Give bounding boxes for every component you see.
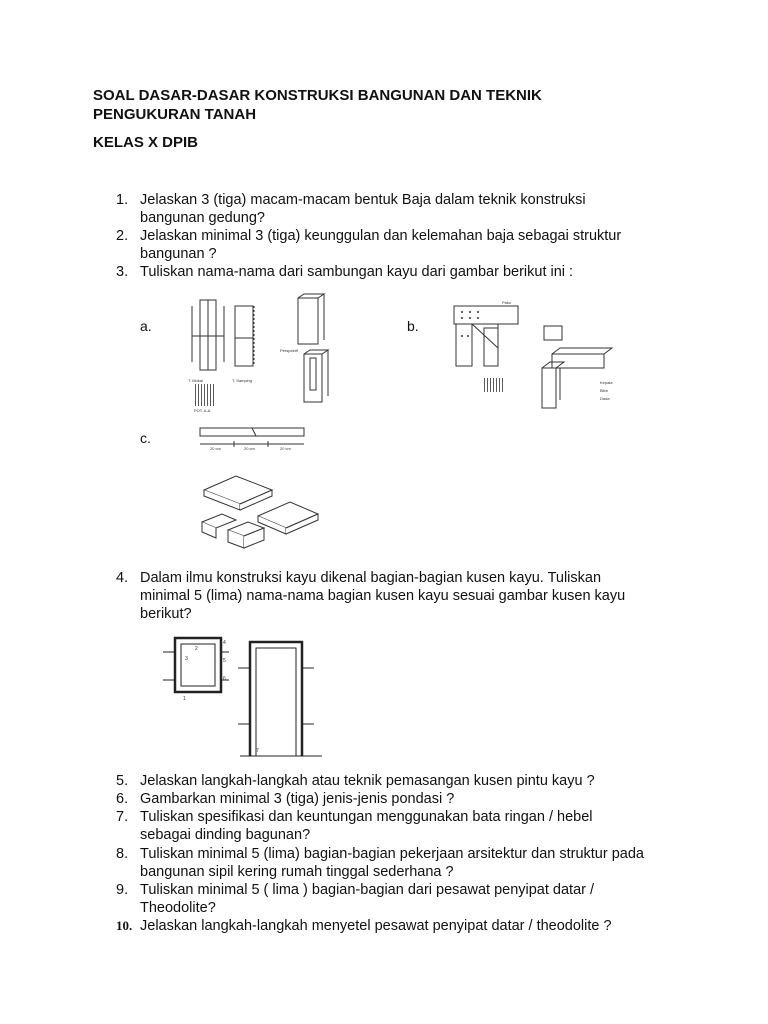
figure-a-label: T. Samping (232, 378, 253, 383)
figure-c-dimension: 20 cm (280, 446, 291, 451)
figure-c-dimension: 20 cm (244, 446, 255, 451)
question-text: Tuliskan minimal 5 (lima) bagian-bagian pekerjaan arsitektur dan struktur pada bangunan sipil kering rumah tinggal sederhana ? (140, 846, 644, 880)
frame-part-number: 3 (185, 656, 188, 662)
figure-a-label: POT. A-A (194, 408, 211, 413)
question-number: 6. (116, 791, 129, 807)
frame-part-number: 5 (223, 658, 226, 664)
frame-part-number: 2 (195, 646, 198, 652)
wood-joint-figure-c-elevation (196, 418, 328, 452)
question-text: Tuliskan spesifikasi dan keuntungan menggunakan bata ringan / hebel sebagai dinding bagunan? (140, 809, 593, 843)
figure-a-label: Perspektif (280, 348, 298, 353)
question-number: 9. (116, 882, 129, 898)
figure-a-label: T. Mukal (188, 378, 203, 383)
question-number: 10. (116, 918, 133, 933)
question-text: Jelaskan langkah-langkah atau teknik pemasangan kusen pintu kayu ? (140, 773, 595, 789)
frame-part-number: 4 (223, 640, 226, 646)
figure-b-label: Kepala (600, 380, 613, 385)
class-heading: KELAS X DPIB (93, 134, 199, 151)
window-frame-figure (155, 632, 235, 704)
question-number: 8. (116, 846, 129, 862)
question-text: Jelaskan 3 (tiga) macam-macam bentuk Baja dalam teknik konstruksi bangunan gedung? (140, 192, 586, 226)
question-number: 5. (116, 773, 129, 789)
wood-joint-figure-a (180, 292, 340, 414)
question-text: Tuliskan nama-nama dari sambungan kayu dari gambar berikut ini : (140, 264, 574, 280)
wood-joint-figure-b (442, 296, 624, 414)
figure-label-c: c. (140, 430, 151, 446)
door-frame-figure (236, 632, 328, 762)
question-text: Tuliskan minimal 5 ( lima ) bagian-bagian dari pesawat penyipat datar / Theodolite? (140, 882, 595, 916)
document-title: SOAL DASAR-DASAR KONSTRUKSI BANGUNAN DAN TEKNIK PENGUKURAN TANAH (93, 87, 542, 123)
figure-b-label: Bibir (600, 388, 609, 393)
figure-b-label: Dada (600, 396, 610, 401)
frame-part-number: 7 (256, 748, 259, 754)
figure-c-dimension: 20 cm (210, 446, 221, 451)
frame-part-number: 1 (183, 696, 186, 702)
question-text: Jelaskan langkah-langkah menyetel pesawat penyipat datar / theodolite ? (140, 918, 612, 934)
wood-joint-figure-c-isometric (192, 468, 324, 554)
question-number: 4. (116, 570, 129, 586)
question-number: 7. (116, 809, 129, 825)
frame-part-number: 6 (223, 676, 226, 682)
question-text: Jelaskan minimal 3 (tiga) keunggulan dan kelemahan baja sebagai struktur bangunan ? (140, 228, 622, 262)
question-number: 1. (116, 192, 129, 208)
question-text: Gambarkan minimal 3 (tiga) jenis-jenis pondasi ? (140, 791, 455, 807)
figure-label-a: a. (140, 318, 152, 334)
question-text: Dalam ilmu konstruksi kayu dikenal bagian-bagian kusen kayu. Tuliskan minimal 5 (lima) nama-nama bagian kusen kayu sesuai gambar kusen kayu berikut? (140, 570, 626, 622)
question-number: 3. (116, 264, 129, 280)
figure-b-label: Paku (502, 300, 512, 305)
figure-label-b: b. (407, 318, 419, 334)
question-number: 2. (116, 228, 129, 244)
